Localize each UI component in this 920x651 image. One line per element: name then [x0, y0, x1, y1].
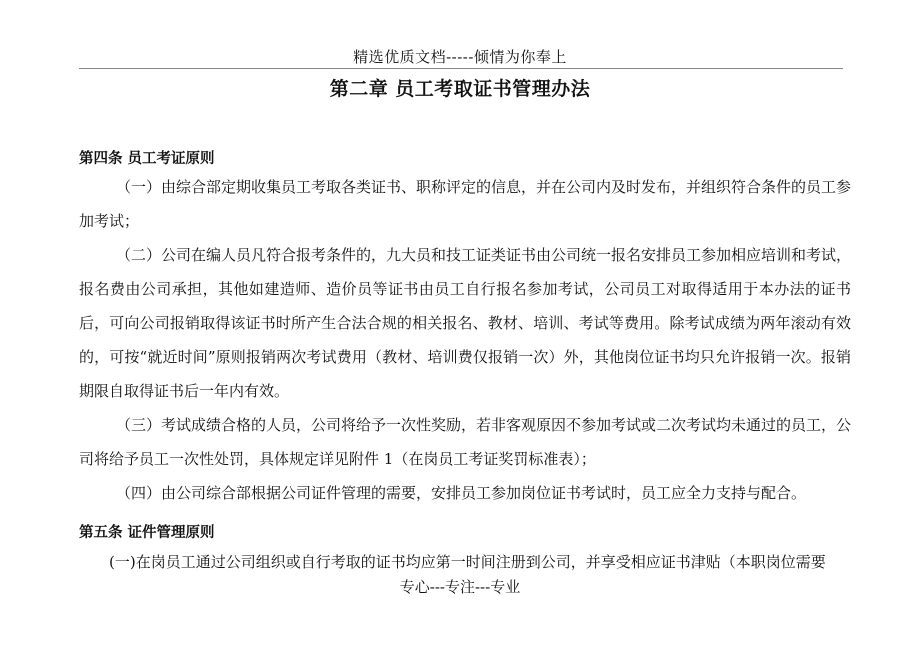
section-heading-article-4: 第四条 员工考证原则	[79, 151, 215, 167]
paragraph-2: （二）公司在编人员凡符合报考条件的，九大员和技工证类证书由公司统一报名安排员工参加相应培训和考试，报名费由公司承担，其他如建造师、造价员等证书由员工自行报名参加考试，公司员工对取得适用于本办法的证书后，可向公司报销取得该证书时所产生合法合规的相关报名、教材、培训、考试等费用。除考试成绩为两年滚动有效的，可按“就近时间”原则报销两次考试费用（教材、培训费仅报销一次）外，其他岗位证书均只允许报销一次。报销期限自取得证书后一年内有效。	[79, 246, 852, 400]
header-divider	[79, 68, 843, 69]
paragraph-1: （一）由综合部定期收集员工考取各类证书、职称评定的信息，并在公司内及时发布，并组织符合条件的员工参加考试；	[79, 178, 852, 230]
page-footer: 专心---专注---专业	[399, 578, 521, 596]
chapter-title: 第二章 员工考取证书管理办法	[329, 78, 591, 100]
paragraph-5: (一)在岗员工通过公司组织或自行考取的证书均应第一时间注册到公司，并享受相应证书津贴（本职岗位需要	[109, 553, 826, 571]
paragraph-4: （四）由公司综合部根据公司证件管理的需要，安排员工参加岗位证书考试时，员工应全力支持与配合。	[116, 484, 807, 502]
paragraph-3: （三）考试成绩合格的人员，公司将给予一次性奖励，若非客观原因不参加考试或二次考试均未通过的员工，公司将给予员工一次性处罚，具体规定详见附件 1（在岗员工考证奖罚标准表）；	[79, 416, 852, 468]
page-header: 精选优质文档-----倾情为你奉上	[353, 48, 567, 66]
section-heading-article-5: 第五条 证件管理原则	[79, 525, 215, 541]
